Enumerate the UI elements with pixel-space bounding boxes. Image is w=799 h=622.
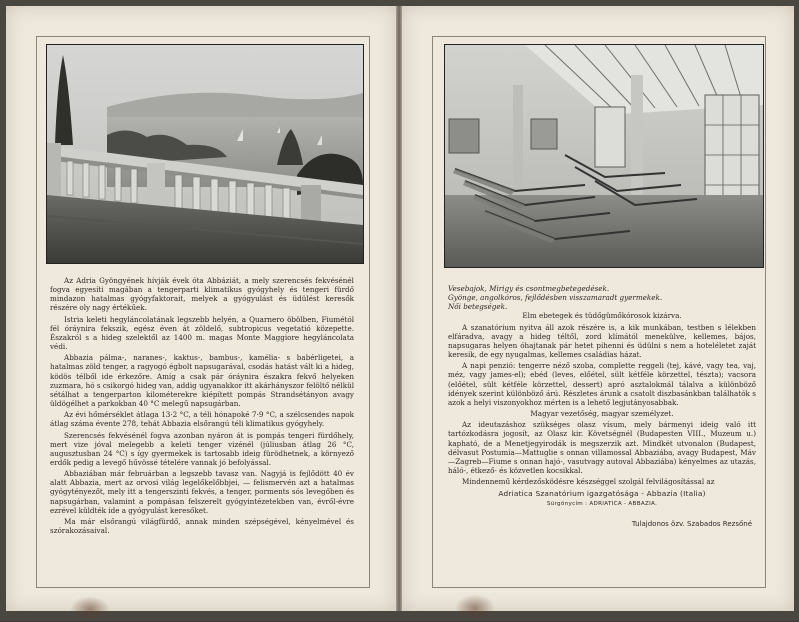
paragraph: Magyar vezetőség, magyar személyzet. [530,409,674,419]
exclusion-note: Elm ebetegek és tüdőgümőkórosok kizárva. [522,311,682,321]
indication-item: Női betegségek. [448,302,508,312]
sun-terrace-photo [444,44,764,268]
paragraph: A napi penzió: tengerre néző szoba, complette reggeli (tej, kávé, vagy tea, vaj, méz, vagy james-el); ebéd (leves, előétel, sült kétféle körzettel, tészta); vacsora (előétel, sült kétféle körzettel, dessert) apró asztalokmál tálalva a különböző idények szerint különböző árú. Részletes árunk a csatolt diszbasánkban találhatók s azok a helyi viszonyokhoz mérten is a lehető legjutányosabbak. [448,361,756,407]
paragraph: Az Adria Gyöngyének hívják évek óta Abbáziát, a mely szerencsés fekvésénél fogva egyesíti magában a tengerparti klimatikus gyógyhely és tengeri fürdő mindazon hatalmas gyógyfaktorait, melyek a gyógyulást és üdülést keresők részére oly nagy értékűek. [50,276,354,313]
paragraph: Szerencsés fekvésénél fogva azonban nyáron át is pompás tengeri fürdőhely, mert vize jóval melegebb a keleti tenger vizénél (júliusban átlag 26 °C, augusztusban 24 °C) s így gyermekek is tartosabb ideig fürödhetnek, a környező erdők pedig a levegő hűvössé tételére vannak jó befolyással. [50,430,354,467]
sun-terrace-photo-image [445,45,763,267]
paper-stain [455,594,495,622]
paragraph: Abbaziában már februárban a legszebb tavasz van. Nagyjá is fejlődött 40 év alatt Abbazia, mert az orvosi világ legelőkelőbbjei, — felismervén azt a hatalmas gyógytényezőt, mely itt a tengerszinti fekvés, a tenger, porments sós levegőben és napsugárban, valamint a pompásan felszerelt gyógyintézetekben van, évről-évre ezrével küldték ide a gyógyulást keresőket. [50,469,354,515]
left-page [6,6,396,611]
institution-name: Adriatica Szanatórium igazgatósága - Abbazia (Italia) [498,489,706,499]
terrace-photo [46,44,364,264]
paragraph: Ma már elsőrangú világfürdő, annak minden szépségével, kényelmével és szórakozásaival. [50,516,354,536]
paragraph: A szanatórium nyitva áll azok részére is, a kik munkában, testben s lélekben elfáradva, avagy a hideg téltől, zord klímától menekülve, kellemes, bájos, napsugaras helyen óhajtanak pár hetet pihenni és üdülni s nem a hoteléletet zaját keresik, de egy nyugalmas, kellemes családias házat. [448,322,756,360]
left-page-text [50,276,354,537]
paragraph: Az évi hőmérséklet átlaga 13·2 °C, a téli hónapoké 7·9 °C, a szélcsendes napok átlag száma évente 278, tehát Abbazia elsőrangú téli klimatikus gyógyhely. [50,410,354,429]
right-page [402,6,794,611]
paper-stain [70,596,110,622]
indication-item: Gyönge, angolkóros, fejlődésben visszamaradt gyermekek. [448,293,663,303]
paragraph: Istria keleti hegyláncolatának legszebb helyén, a Quarnero öbölben, Fiumétól fél óráynira fekszik, egész éven át zöldelő, subtropicus vegetatió közepette. Északról s a hideg szelektől az 1400 m. magas Monte Maggiore hegyláncolata védi. [50,314,354,352]
owner-line: Tulajdonos özv. Szabados Rezsőné [631,519,752,528]
indication-list [448,284,756,311]
indication-item: Vesebajok, Mirigy és csontmegbetegedések. [448,284,610,293]
paragraph: Abbazia pálma-, naranes-, kaktus-, bambus-, kamélia- s babérligetei, a hatalmas zöld tenger, a ragyogó égbolt napsugarával, csodás hatást vált ki a hideg, ködös télből ide érkezőre. Amíg a csak pár óráynira északra fekvő helyeken zuzmara, hó s csikorgó hideg van, addig ugyanakkor itt akárhányszor felöltő nélkül sétálhat a tengerparton kilométerekre kiépített pompás Strandsétányon avagy üldögélhet a parkokban 40 °C melegű napsugárban. [50,353,354,409]
paragraph: Mindennemű kérdezősködésre készséggel szolgál felvilágosítással az [462,477,715,487]
terrace-photo-image [47,45,363,263]
paragraph: Az ideutazáshoz szükséges olasz vísum, mely bármenyi ideig való itt tartózkodásra jogosít, az Olasz kir. Követségnél (Budapesten VIII., Muzeum u.) kapható, de a Menetjegyirodák is megszerzik azt. Mindkét utvonalon (Budapest, délvasut Postumia—Mattuglie s onnan villamossal Abbaziába, avagy Budapest, Máv—Zagreb—Fiume s onnan hajó-, vasutvagy autoval Abbaziába) kényelmes az utazás, háló-, étkező- és közvetlen kocsikkal. [448,420,756,475]
right-page-text [448,284,756,529]
telegram-address: Sürgönycím : ADRIATICA - ABBAZIA. [546,501,658,508]
